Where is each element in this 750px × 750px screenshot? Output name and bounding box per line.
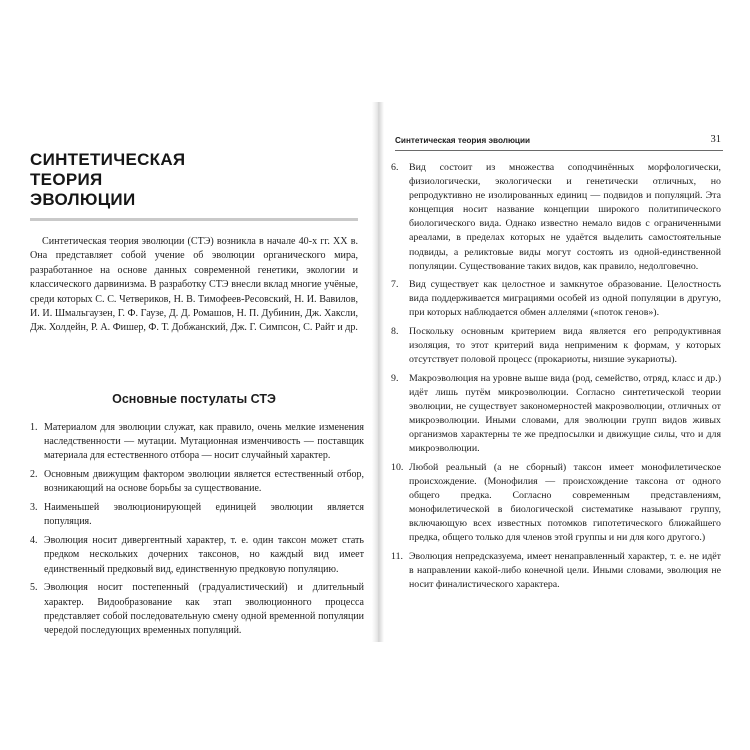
book-gutter: [372, 102, 384, 642]
title-underline: [30, 218, 358, 221]
list-item-text: Вид состоит из множества соподчинённых морфологически, физиологически, экологически и генетически отличных, но репродуктивно не изолированных единиц — подвидов и популяций. Эта концепция носит название концепции широкого политипического биологического вида. Однако известно немало видов с ограниченными ареалами, в пределах которых не удаётся выделить самостоятельные подвиды, а реликтовые виды могут состоять из одной-единственной популяции. Существование таких видов, как правило, недолговечно.: [409, 162, 721, 272]
list-item-text: Эволюция непредсказуема, имеет ненаправленный характер, т. е. не идёт в направлении какой-либо конечной цели. Иными словами, эволюция не носит финалистического характера.: [409, 550, 721, 591]
list-item: [391, 550, 721, 592]
list-item: [30, 581, 364, 638]
list-item: [391, 372, 721, 457]
list-item-text: Поскольку основным критерием вида является его репродуктивная изоляция, то этот критерий вида неприменим к формам, у которых отсутствует половой процесс (прокариоты, низшие эукариоты).: [409, 326, 721, 366]
page-number: 31: [710, 134, 721, 145]
list-item-text: Материалом для эволюции служат, как правило, очень мелкие изменения наследственности — мутации. Мутационная изменчивость — поставщик материала для естественного отбора — носит случайный характер.: [44, 422, 364, 462]
list-item: [391, 161, 721, 274]
list-item-text: Наименьшей эволюционирующей единицей эволюции является популяция.: [44, 502, 364, 528]
list-item-text: Макроэволюция на уровне выше вида (род, семейство, отряд, класс и др.) идёт лишь путём микроэволюции. Согласно синтетической теории эволюции, не существует закономерностей макроэволюции, отличных от микроэволюции. Иными словами, для эволюции групп видов живых организмов характерны те же предпосылки и движущие силы, что и для микроэволюции.: [409, 372, 721, 455]
list-item-number: 7.: [391, 279, 399, 291]
list-item: [30, 534, 364, 577]
running-head-title: Синтетическая теория эволюции: [395, 136, 531, 145]
postulates-list-right: [391, 161, 721, 597]
list-item-text: Эволюция носит постепенный (градуалистический) и длительный характер. Видообразование как этап эволюционного процесса представляет собой последовательную смену одной временной популяции чередой последующих временных популяций.: [44, 582, 364, 637]
list-item-number: 6.: [391, 162, 399, 173]
list-item-number: 5.: [30, 582, 38, 594]
running-head: [395, 136, 723, 151]
list-item: [391, 278, 721, 320]
list-item: [30, 468, 364, 496]
list-item-number: 10.: [391, 461, 404, 473]
left-page: [30, 150, 364, 637]
list-item-text: Основным движущим фактором эволюции является естественный отбор, возникающий на основе борьбы за существование.: [44, 469, 364, 495]
list-item-number: 4.: [30, 535, 38, 547]
list-item: [391, 461, 721, 546]
section-heading: Основные постулаты СТЭ: [112, 392, 276, 406]
list-item-number: 8.: [391, 326, 399, 338]
list-item-text: Любой реальный (а не сборный) таксон имеет монофилетическое происхождение. (Монофилия — происхождение таксона от одного общего предка. Согласно современным представлениям, монофилетической в биологической систематике называют группу, включающую всех известных потомков гипотетического ближайшего предка, общего только для членов этой группы и ни для кого другого.): [409, 461, 721, 544]
list-item-number: 9.: [391, 372, 399, 384]
list-item: [391, 325, 721, 367]
list-item-number: 1.: [30, 422, 38, 433]
list-item-number: 2.: [30, 469, 38, 481]
list-item: [30, 421, 364, 464]
list-item-number: 3.: [30, 502, 38, 514]
list-item-text: Эволюция носит дивергентный характер, т. е. один таксон может стать предком нескольких дочерних таксонов, но каждый вид имеет единственный предковый вид, единственную предковую популяцию.: [44, 535, 364, 575]
list-item-number: 11.: [391, 550, 403, 562]
book-spread: [0, 102, 750, 642]
intro-paragraph: Синтетическая теория эволюции (СТЭ) возникла в начале 40-х гг. XX в. Она представляет собой учение об эволюции органического мира, разработанное на основе данных современной генетики, экологии и классического дарвинизма. В разработку СТЭ внесли вклад многие учёные, среди которых С. С. Четвериков, Н. В. Тимофеев-Ресовский, Н. И. Вавилов, И. И. Шмальгаузен, Г. Ф. Гаузе, Д. Д. Ромашов, Н. П. Дубинин, Дж. Хаксли, Дж. Холдейн, Р. А. Фишер, Ф. Т. Добжанский, Дж. Г. Симпсон, С. Райт и др.: [30, 236, 358, 334]
postulates-list-left: [30, 421, 364, 643]
chapter-title: СИНТЕТИЧЕСКАЯ ТЕОРИЯ ЭВОЛЮЦИИ: [30, 150, 186, 209]
list-item-text: Вид существует как целостное и замкнутое образование. Целостность вида поддерживается миграциями особей из одной популяции в другую, при которых наблюдается обмен аллелями («поток генов»).: [409, 279, 721, 319]
list-item: [30, 501, 364, 529]
